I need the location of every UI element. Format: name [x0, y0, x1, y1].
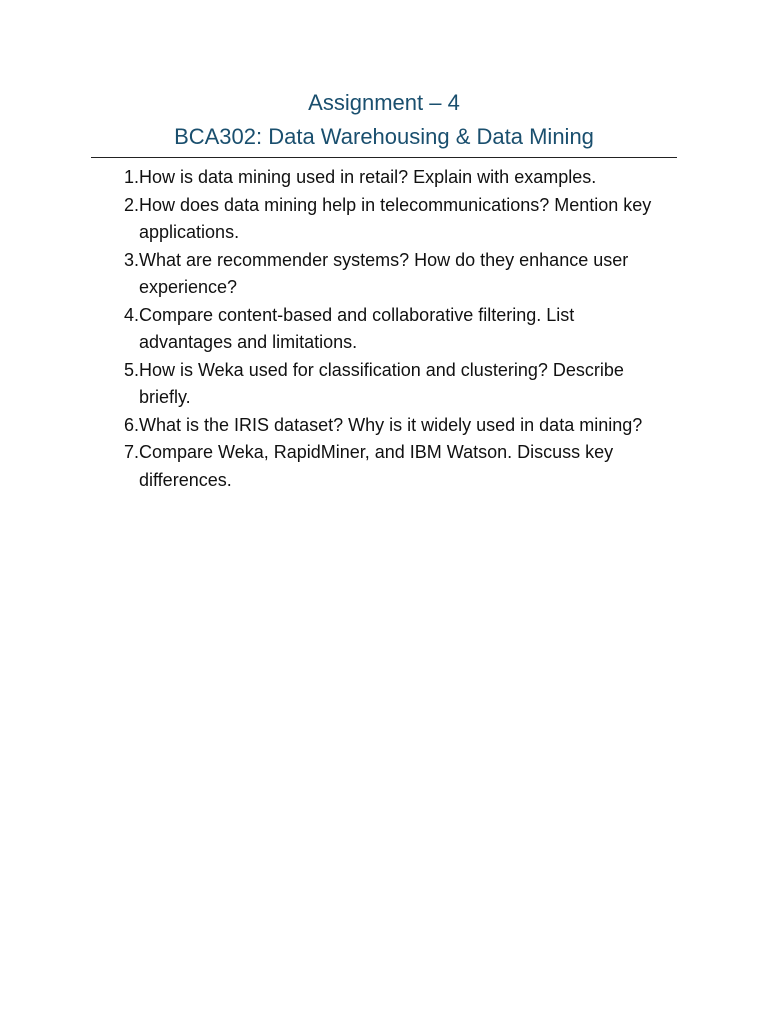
- question-number: 7.: [123, 442, 139, 462]
- question-text: How is Weka used for classification and clustering? Describe briefly.: [139, 359, 624, 407]
- question-text: How does data mining help in telecommunications? Mention key applications.: [139, 194, 652, 242]
- assignment-title: Assignment – 4: [308, 90, 460, 115]
- question-text: What are recommender systems? How do they enhance user experience?: [139, 249, 629, 297]
- question-item-4: [108, 302, 664, 357]
- question-number: 2.: [123, 194, 139, 215]
- question-item-3: [108, 247, 664, 302]
- question-number: 5.: [123, 359, 139, 380]
- header-divider: [91, 157, 677, 158]
- question-number: 1.: [123, 167, 139, 187]
- question-item-2: [108, 192, 664, 247]
- question-item-5: [108, 357, 664, 412]
- question-list: [108, 164, 664, 494]
- question-text: Compare Weka, RapidMiner, and IBM Watson. Discuss key differences.: [139, 442, 614, 490]
- question-text: How is data mining used in retail? Explain with examples.: [139, 167, 597, 187]
- question-text: What is the IRIS dataset? Why is it widely used in data mining?: [139, 414, 643, 435]
- question-text: Compare content-based and collaborative filtering. List advantages and limitations.: [139, 304, 575, 352]
- question-item-1: [108, 164, 664, 192]
- course-subtitle: BCA302: Data Warehousing & Data Mining: [174, 124, 594, 149]
- question-item-6: [108, 412, 664, 440]
- question-number: 6.: [123, 414, 139, 435]
- question-number: 4.: [123, 304, 139, 325]
- question-number: 3.: [123, 249, 139, 270]
- question-item-7: [108, 439, 664, 494]
- title-block: [91, 86, 677, 154]
